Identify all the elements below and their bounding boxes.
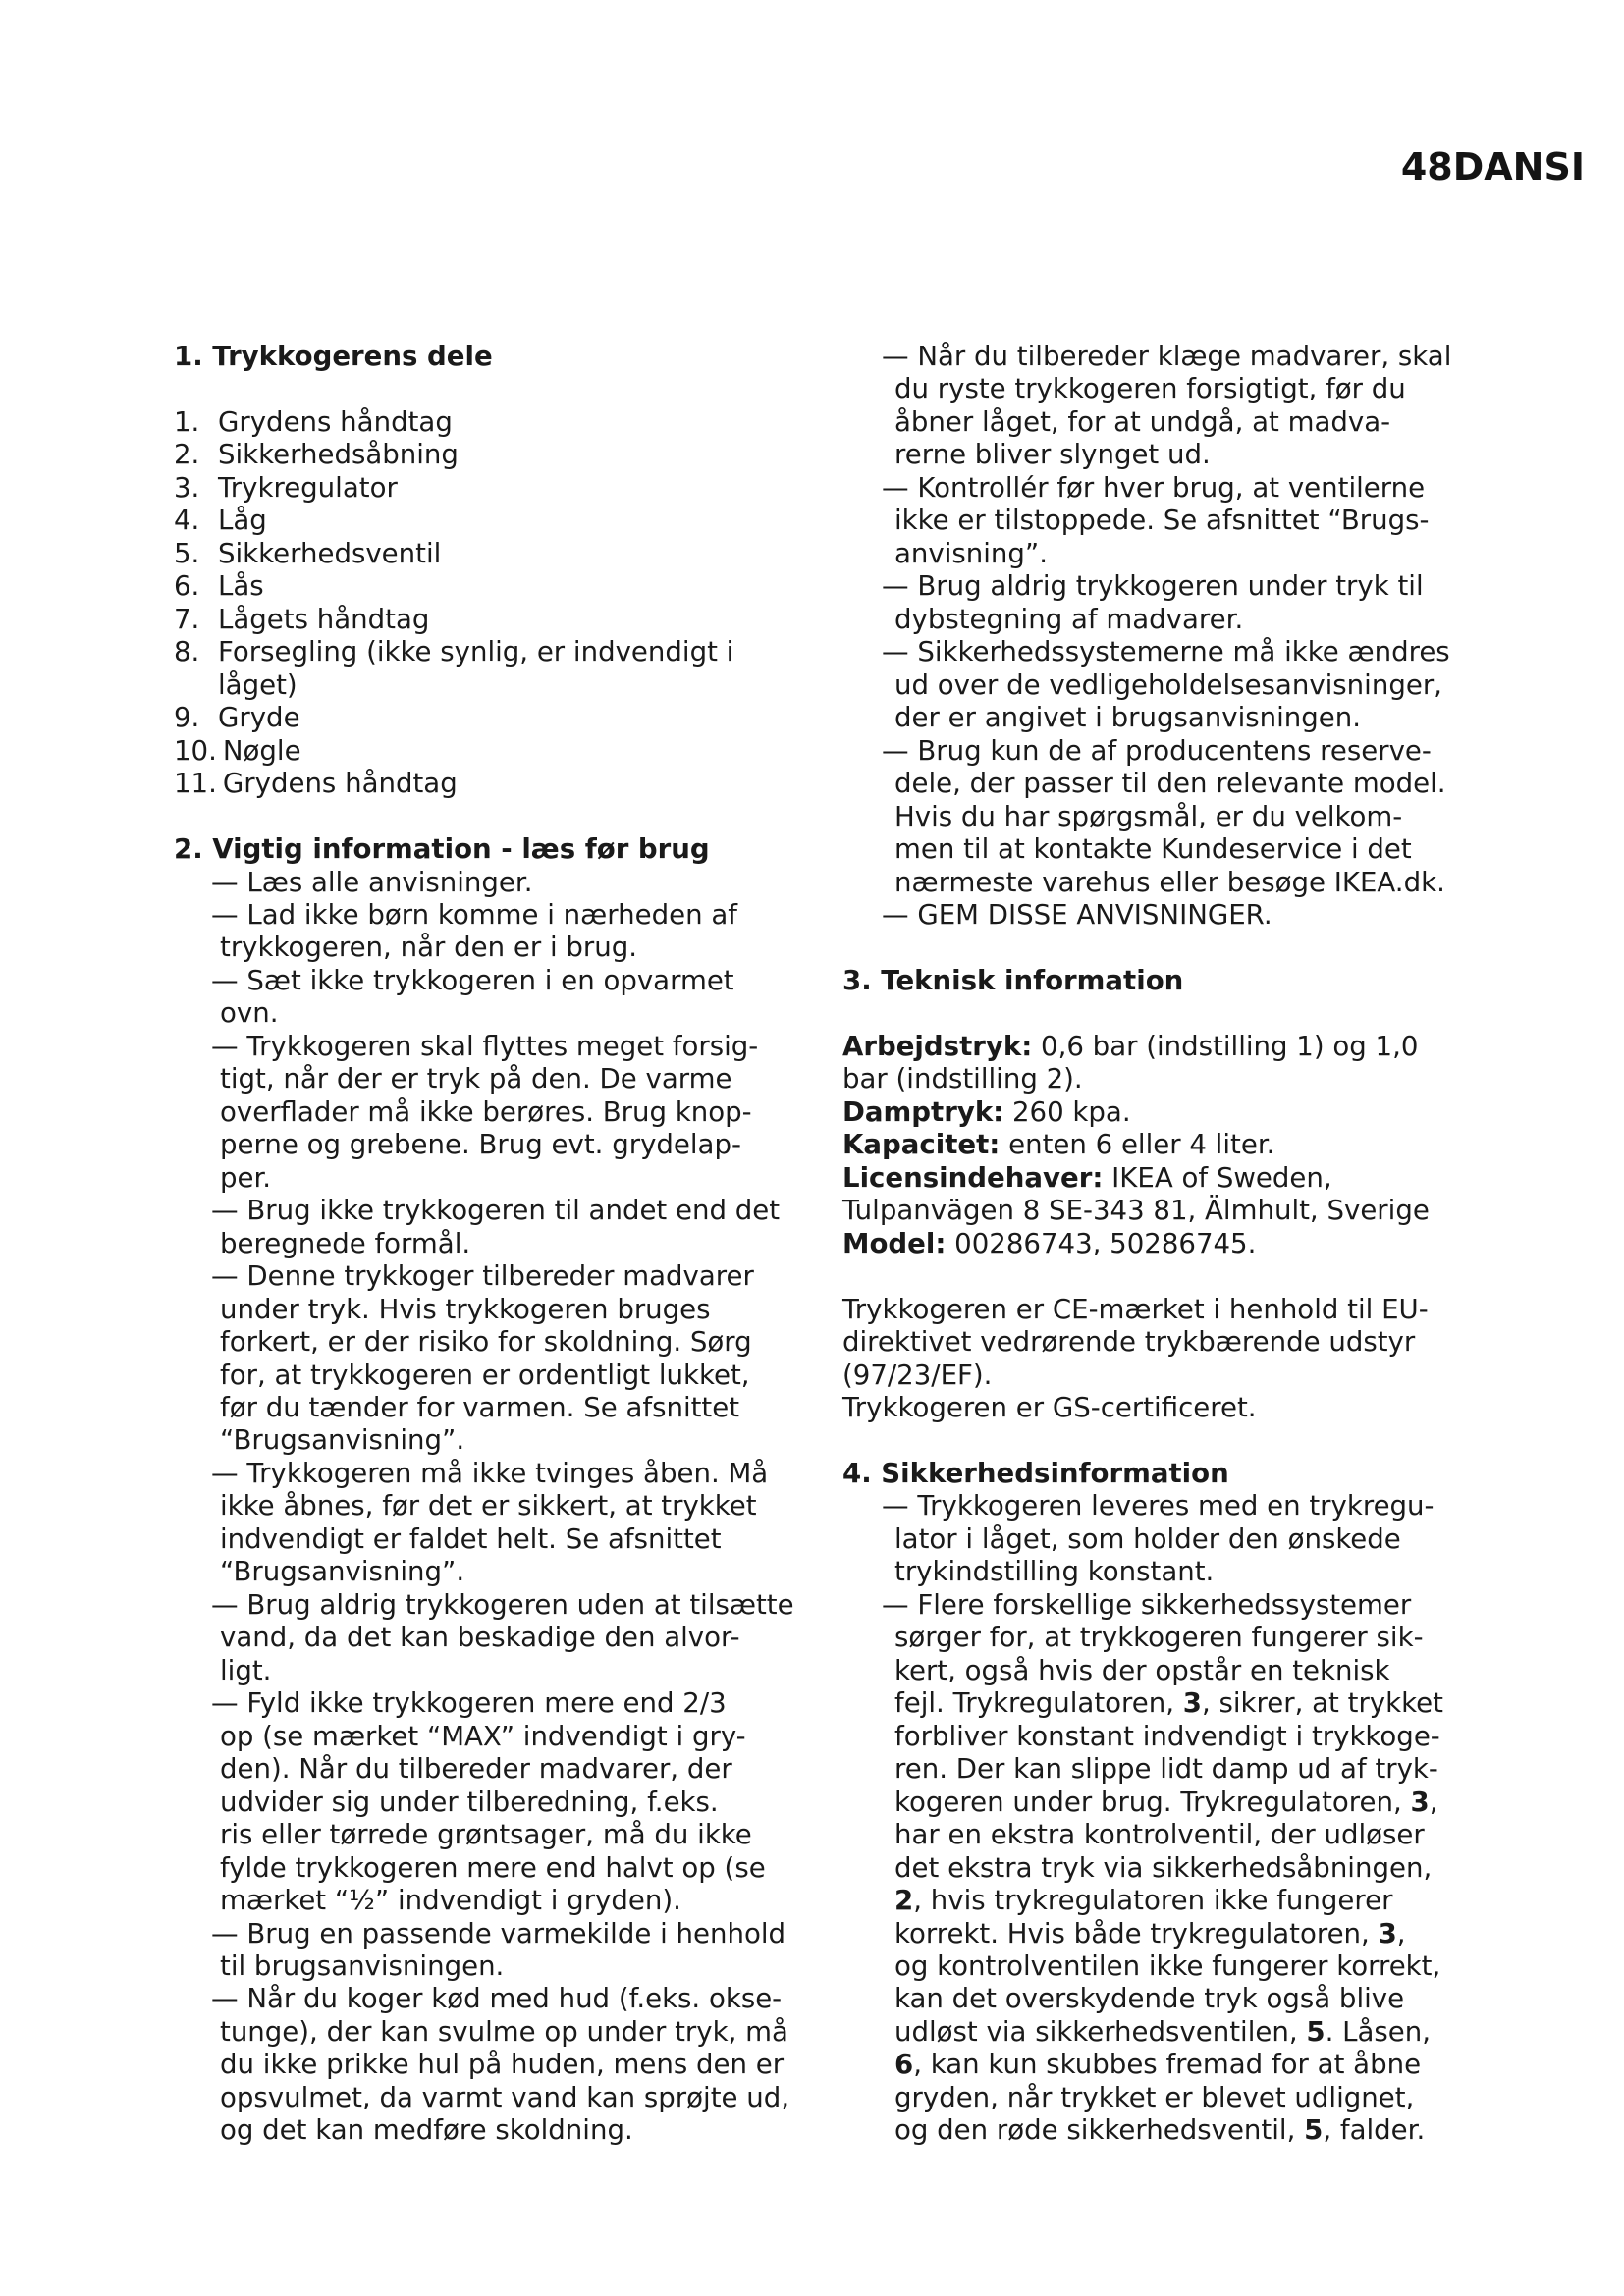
spec-label: Arbejdstryk: <box>842 1029 1033 1062</box>
text-line: ren. Der kan slippe lidt damp ud af tryk- <box>894 1752 1438 1786</box>
part-name: Lågets håndtag <box>218 602 430 635</box>
text-line: ud over de vedligeholdelsesanvisninger, <box>894 667 1442 701</box>
spec-row <box>842 1095 1589 1128</box>
part-name: Grydens håndtag <box>218 404 453 438</box>
text-line: — Kontrollér før hver brug, at ventilerne <box>882 470 1426 504</box>
text-line: har en ekstra kontrolventil, der udløser <box>894 1818 1425 1851</box>
text-line: — Læs alle anvisninger. <box>211 865 533 898</box>
text-line <box>174 569 822 602</box>
text-line: — Når du koger kød med hud (f.eks. okse- <box>211 1982 783 2015</box>
text-line <box>842 1161 1589 1194</box>
parts-list <box>174 405 822 800</box>
text-line <box>174 603 822 635</box>
spacer <box>842 1423 1589 1456</box>
parts-list-item <box>174 635 822 701</box>
text-line: fylde trykkogeren mere end halvt op (se <box>220 1850 766 1884</box>
text-line: mærket “½” indvendigt i gryden). <box>220 1884 681 1917</box>
safety-item <box>842 1588 1589 2147</box>
text-line: — Brug ikke trykkogeren til andet end det <box>211 1194 781 1227</box>
text-line <box>174 405 822 438</box>
text-line: ikke åbnes, før det er sikkert, at trykket <box>220 1489 757 1522</box>
note-paragraph <box>842 1293 1589 1391</box>
text-line: det ekstra tryk via sikkerhedsåbningen, <box>894 1850 1433 1884</box>
part-reference-number: 5 <box>1304 2113 1324 2147</box>
left-column <box>174 340 822 2147</box>
text-line: låget) <box>218 667 298 701</box>
text-line: ligt. <box>220 1653 272 1686</box>
text-line <box>842 1884 1589 1916</box>
page-number-header: 48DANSI <box>1400 145 1585 188</box>
part-number: 5. <box>174 536 200 569</box>
text-line <box>174 504 822 536</box>
spec-label: Model: <box>842 1226 947 1259</box>
part-reference-number: 3 <box>1410 1785 1430 1818</box>
text-line: udvider sig under tilberedning, f.eks. <box>220 1785 719 1818</box>
part-number: 8. <box>174 635 200 668</box>
section-heading: 3. Teknisk information <box>842 963 1184 996</box>
important-item <box>174 1917 822 1983</box>
important-list <box>174 866 822 2147</box>
spec-value: 260 kpa. <box>1011 1095 1131 1128</box>
parts-list-item <box>174 537 822 569</box>
text-run: korrekt. Hvis både trykregulatoren, <box>894 1916 1379 1949</box>
important-item <box>174 1194 822 1259</box>
parts-list-item <box>174 438 822 470</box>
important-item <box>842 340 1589 471</box>
text-line: Tulpanvägen 8 SE-343 81, Älmhult, Sverige <box>842 1194 1430 1227</box>
part-number: 2. <box>174 438 200 471</box>
text-line <box>842 1095 1589 1128</box>
important-item <box>174 866 822 898</box>
part-name: Trykregulator <box>218 470 398 504</box>
spec-label: Licensindehaver: <box>842 1160 1104 1194</box>
part-number: 3. <box>174 470 200 504</box>
text-line: ris eller tørrede grøntsager, må du ikke <box>220 1818 752 1851</box>
text-line: direktivet vedrørende trykbærende udstyr <box>842 1325 1416 1359</box>
text-line: kert, også hvis der opstår en teknisk <box>894 1653 1390 1686</box>
part-reference-number: 6 <box>894 2048 914 2081</box>
part-name: Sikkerhedsåbning <box>218 438 459 471</box>
text-line: før du tænder for varmen. Se afsnittet <box>220 1391 740 1423</box>
text-line: du ikke prikke hul på huden, mens den er <box>220 2048 785 2081</box>
part-number: 10. <box>174 733 217 767</box>
important-item <box>842 635 1589 733</box>
spec-label: Damptryk: <box>842 1095 1004 1128</box>
text-line <box>842 1686 1589 1719</box>
text-line: og det kan medføre skoldning. <box>220 2113 633 2147</box>
spacer <box>174 800 822 832</box>
text-line: — Flere forskellige sikkerhedssystemer <box>882 1587 1412 1621</box>
text-line: — Denne trykkoger tilbereder madvarer <box>211 1259 754 1293</box>
part-name: Forsegling (ikke synlig, er indvendigt i <box>218 635 734 668</box>
spec-value: enten 6 eller 4 liter. <box>1008 1128 1275 1161</box>
part-reference-number: 3 <box>1182 1686 1202 1720</box>
part-name: Gryde <box>218 701 300 734</box>
part-number: 11. <box>174 767 217 800</box>
text-line: per. <box>220 1160 272 1194</box>
text-line: perne og grebene. Brug evt. grydelap- <box>220 1128 741 1161</box>
text-line: åbner låget, for at undgå, at madva- <box>894 404 1391 438</box>
text-line: indvendigt er faldet helt. Se afsnittet <box>220 1522 722 1555</box>
section-heading: 4. Sikkerhedsinformation <box>842 1456 1229 1489</box>
text-line <box>174 438 822 470</box>
spec-list <box>842 1030 1589 1259</box>
text-line: opsvulmet, da varmt vand kan sprøjte ud, <box>220 2080 790 2113</box>
parts-list-item <box>174 734 822 767</box>
important-item <box>174 1686 822 1916</box>
part-number: 6. <box>174 569 200 603</box>
text-line: rerne bliver slynget ud. <box>894 438 1211 471</box>
text-line: der er angivet i brugsanvisningen. <box>894 701 1362 734</box>
spec-value: 00286743, 50286745. <box>954 1226 1257 1259</box>
text-line: for, at trykkogeren er ordentligt lukket, <box>220 1358 750 1391</box>
spec-value: 0,6 bar (indstilling 1) og 1,0 <box>1041 1029 1419 1062</box>
important-item <box>174 1030 822 1194</box>
important-item <box>174 1588 822 1686</box>
text-line: — Lad ikke børn komme i nærheden af <box>211 897 737 931</box>
spacer <box>174 372 822 404</box>
text-line: lator i låget, som holder den ønskede <box>894 1522 1401 1555</box>
text-line: — GEM DISSE ANVISNINGER. <box>882 897 1272 931</box>
part-name: Lås <box>218 569 264 603</box>
part-name: Sikkerhedsventil <box>218 536 442 569</box>
section-heading: 2. Vigtig information - læs før brug <box>174 832 710 866</box>
text-line: og kontrolventilen ikke fungerer korrekt, <box>894 1949 1441 1982</box>
spec-row <box>842 1161 1589 1227</box>
text-line: bar (indstilling 2). <box>842 1062 1083 1095</box>
part-reference-number: 5 <box>1306 2014 1326 2048</box>
text-line <box>842 1128 1589 1160</box>
important-item <box>174 1259 822 1457</box>
spec-row <box>842 1227 1589 1259</box>
text-run: udløst via sikkerhedsventilen, <box>894 2014 1307 2048</box>
text-run: kogeren under brug. Trykregulatoren, <box>894 1785 1411 1818</box>
text-line: men til at kontakte Kundeservice i det <box>894 832 1412 866</box>
part-number: 1. <box>174 404 200 438</box>
parts-list-item <box>174 603 822 635</box>
text-line <box>842 1786 1589 1818</box>
text-line: ikke er tilstoppede. Se afsnittet “Brugs- <box>894 504 1430 537</box>
text-line: trykkogeren, når den er i brug. <box>220 931 638 964</box>
important-item <box>174 964 822 1030</box>
text-line: — Sæt ikke trykkogeren i en opvarmet <box>211 963 734 996</box>
text-line: den). Når du tilbereder madvarer, der <box>220 1752 732 1786</box>
text-line <box>842 1917 1589 1949</box>
text-line: ovn. <box>220 996 279 1030</box>
text-line: beregnede formål. <box>220 1226 471 1259</box>
important-item <box>174 898 822 964</box>
text-line: — Brug kun de af producentens reserve- <box>882 733 1432 767</box>
text-line <box>174 767 822 799</box>
text-line: — Sikkerhedssystemerne må ikke ændres <box>882 635 1450 668</box>
part-reference-number: 2 <box>894 1884 914 1917</box>
text-line <box>842 2113 1589 2146</box>
parts-list-item <box>174 405 822 438</box>
part-name: Grydens håndtag <box>222 767 458 800</box>
section-important-information <box>174 832 822 2147</box>
text-line: Hvis du har spørgsmål, er du velkom- <box>894 799 1403 832</box>
text-line <box>842 2048 1589 2080</box>
text-line: tunge), der kan svulme op under tryk, må <box>220 2014 788 2048</box>
text-line: under tryk. Hvis trykkogeren bruges <box>220 1292 711 1325</box>
text-line: Trykkogeren er GS-certificeret. <box>842 1391 1257 1423</box>
text-line: op (se mærket “MAX” indvendigt i gry- <box>220 1719 746 1752</box>
part-number: 4. <box>174 504 200 537</box>
text-line: forkert, er der risiko for skoldning. Sørg <box>220 1325 752 1359</box>
text-line <box>174 635 822 667</box>
spec-label: Kapacitet: <box>842 1128 1001 1161</box>
important-item <box>174 1982 822 2146</box>
text-run: , sikrer, at trykket <box>1201 1686 1443 1720</box>
text-line: — Fyld ikke trykkogeren mere end 2/3 <box>211 1686 727 1720</box>
important-item <box>174 1457 822 1588</box>
note-paragraph <box>842 1391 1589 1423</box>
important-item <box>842 734 1589 898</box>
section-heading: 1. Trykkogerens dele <box>174 340 493 372</box>
certification-notes <box>842 1293 1589 1424</box>
text-line <box>174 701 822 733</box>
text-run: og den røde sikkerhedsventil, <box>894 2113 1305 2147</box>
text-run: , hvis trykregulatoren ikke fungerer <box>913 1884 1393 1917</box>
text-line: du ryste trykkogeren forsigtigt, før du <box>894 372 1406 405</box>
text-line <box>842 1227 1589 1259</box>
text-line: overflader må ikke berøres. Brug knop- <box>220 1095 752 1128</box>
section-technical-information <box>842 964 1589 1424</box>
important-item <box>842 471 1589 569</box>
text-line: — Trykkogeren skal flyttes meget forsig- <box>211 1029 759 1062</box>
text-line <box>174 734 822 767</box>
section-safety-information <box>842 1457 1589 2147</box>
text-line: sørger for, at trykkogeren fungerer sik- <box>894 1621 1424 1654</box>
text-line: — Brug aldrig trykkogeren uden at tilsætte <box>211 1587 794 1621</box>
text-run: , <box>1396 1916 1406 1949</box>
spec-row <box>842 1128 1589 1160</box>
spacer <box>842 931 1589 963</box>
text-line: “Brugsanvisning”. <box>220 1555 465 1588</box>
text-line <box>174 537 822 569</box>
text-line: gryden, når trykket er blevet udlignet, <box>894 2080 1415 2113</box>
text-line: — Når du tilbereder klæge madvarer, skal <box>882 340 1452 372</box>
important-item <box>842 569 1589 635</box>
text-run: , kan kun skubbes fremad for at åbne <box>913 2048 1422 2081</box>
safety-list <box>842 1489 1589 2146</box>
part-number: 9. <box>174 701 200 734</box>
text-line: “Brugsanvisning”. <box>220 1423 465 1457</box>
parts-list-item <box>174 701 822 733</box>
important-list-continued <box>842 340 1589 931</box>
text-line: kan det overskydende tryk også blive <box>894 1982 1405 2015</box>
spacer <box>842 1259 1589 1292</box>
text-run: fejl. Trykregulatoren, <box>894 1686 1183 1720</box>
part-number: 7. <box>174 602 200 635</box>
text-line <box>842 1030 1589 1062</box>
right-column <box>842 340 1589 2147</box>
spec-value: IKEA of Sweden, <box>1111 1160 1332 1194</box>
text-line: til brugsanvisningen. <box>220 1949 505 1982</box>
safety-item <box>842 1489 1589 1587</box>
parts-list-item <box>174 767 822 799</box>
parts-list-item <box>174 569 822 602</box>
text-line: dybstegning af madvarer. <box>894 602 1244 635</box>
text-line: forbliver konstant indvendigt i trykkoge- <box>894 1719 1440 1752</box>
parts-list-item <box>174 471 822 504</box>
text-line: anvisning”. <box>894 536 1048 569</box>
text-line: (97/23/EF). <box>842 1358 993 1391</box>
text-line: nærmeste varehus eller besøge IKEA.dk. <box>894 865 1445 898</box>
part-name: Låg <box>218 504 267 537</box>
part-name: Nøgle <box>222 733 301 767</box>
text-line: vand, da det kan beskadige den alvor- <box>220 1621 740 1654</box>
text-line: — Trykkogeren leveres med en trykregu- <box>882 1489 1435 1522</box>
parts-list-item <box>174 504 822 536</box>
text-line: — Brug en passende varmekilde i henhold <box>211 1916 786 1949</box>
text-run: , <box>1429 1785 1438 1818</box>
spec-row <box>842 1030 1589 1095</box>
text-line <box>174 471 822 504</box>
text-line: — Brug aldrig trykkogeren under tryk til <box>882 569 1424 603</box>
text-line: dele, der passer til den relevante model. <box>894 767 1446 800</box>
text-line: Trykkogeren er CE-mærket i henhold til EU- <box>842 1292 1429 1325</box>
spacer <box>842 996 1589 1029</box>
text-line: tigt, når der er tryk på den. De varme <box>220 1062 732 1095</box>
text-line: — Trykkogeren må ikke tvinges åben. Må <box>211 1456 769 1489</box>
text-line: trykindstilling konstant. <box>894 1555 1215 1588</box>
part-reference-number: 3 <box>1378 1916 1397 1949</box>
important-item <box>842 898 1589 931</box>
section-parts <box>174 340 822 800</box>
text-run: . Låsen, <box>1325 2014 1432 2048</box>
text-line <box>842 2015 1589 2048</box>
text-run: , falder. <box>1323 2113 1426 2147</box>
